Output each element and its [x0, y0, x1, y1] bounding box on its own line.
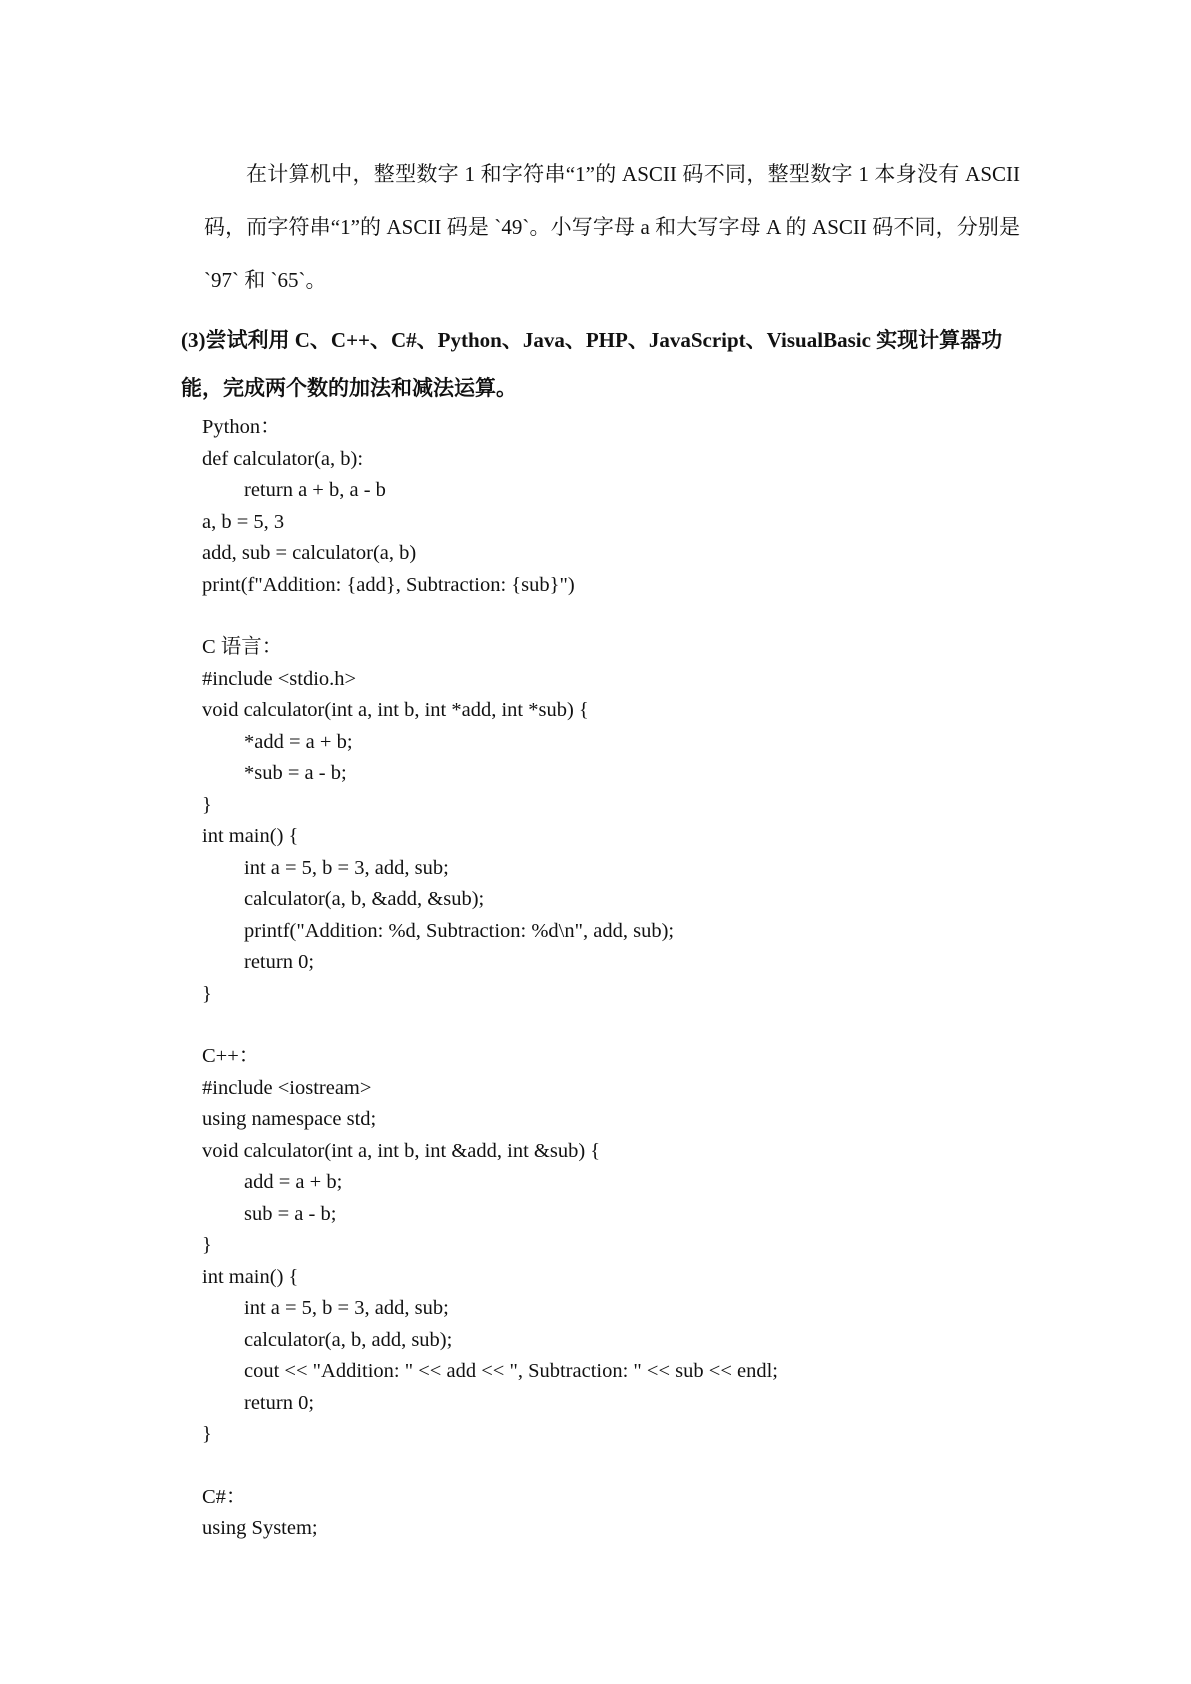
code-line: cout << "Addition: " << add << ", Subtraction: " << sub << endl;	[244, 1360, 778, 1382]
code-line: void calculator(int a, int b, int *add, int *sub) {	[202, 699, 589, 721]
code-line: C 语言：	[202, 636, 283, 658]
code-line: #include <iostream>	[202, 1076, 372, 1099]
blank-line	[202, 1010, 1102, 1041]
code-line: add, sub = calculator(a, b)	[202, 542, 417, 564]
blank-line	[202, 601, 1102, 632]
code-line: calculator(a, b, &add, &sub);	[244, 888, 485, 910]
section-heading: (3)尝试利用 C、C++、C#、Python、Java、PHP、JavaScript、VisualBasic 实现计算器功能，完成两个数的加法和减法运算。	[181, 328, 1003, 400]
code-line: return a + b, a - b	[244, 479, 386, 501]
code-line: }	[202, 793, 212, 816]
blank-line	[202, 1451, 1102, 1482]
code-line: int a = 5, b = 3, add, sub;	[244, 856, 449, 879]
code-line: Python：	[202, 416, 281, 438]
code-line: using namespace std;	[202, 1108, 377, 1130]
code-line: int a = 5, b = 3, add, sub;	[244, 1297, 449, 1319]
code-line: C#：	[202, 1485, 247, 1508]
code-listing	[202, 412, 1102, 1545]
code-line: int main() {	[202, 825, 299, 847]
code-line: def calculator(a, b):	[202, 447, 364, 470]
code-line: #include <stdio.h>	[202, 667, 357, 690]
code-line: C++：	[202, 1045, 260, 1067]
code-line: return 0;	[244, 951, 315, 973]
code-line: return 0;	[244, 1391, 315, 1414]
code-line: sub = a - b;	[244, 1202, 337, 1225]
code-line: calculator(a, b, add, sub);	[244, 1328, 453, 1351]
code-line: printf("Addition: %d, Subtraction: %d\n", add, sub);	[244, 919, 675, 942]
code-line: *add = a + b;	[244, 730, 353, 753]
code-line: using System;	[202, 1517, 318, 1539]
code-line: a, b = 5, 3	[202, 510, 285, 533]
intro-paragraph: 在计算机中，整型数字 1 和字符串“1”的 ASCII 码不同，整型数字 1 本身没有 ASCII 码，而字符串“1”的 ASCII 码是 `49`。小写字母 a 和大写字母 A 的 ASCII 码不同，分别是 `97` 和 `65`。	[204, 162, 1020, 292]
code-line: print(f"Addition: {add}, Subtraction: {sub}")	[202, 573, 575, 596]
code-line: int main() {	[202, 1265, 299, 1288]
code-line: }	[202, 1423, 212, 1445]
code-line: add = a + b;	[244, 1171, 343, 1193]
code-line: }	[202, 982, 212, 1005]
code-line: }	[202, 1234, 212, 1256]
code-line: *sub = a - b;	[244, 762, 347, 784]
code-line: void calculator(int a, int b, int &add, int &sub) {	[202, 1139, 601, 1162]
